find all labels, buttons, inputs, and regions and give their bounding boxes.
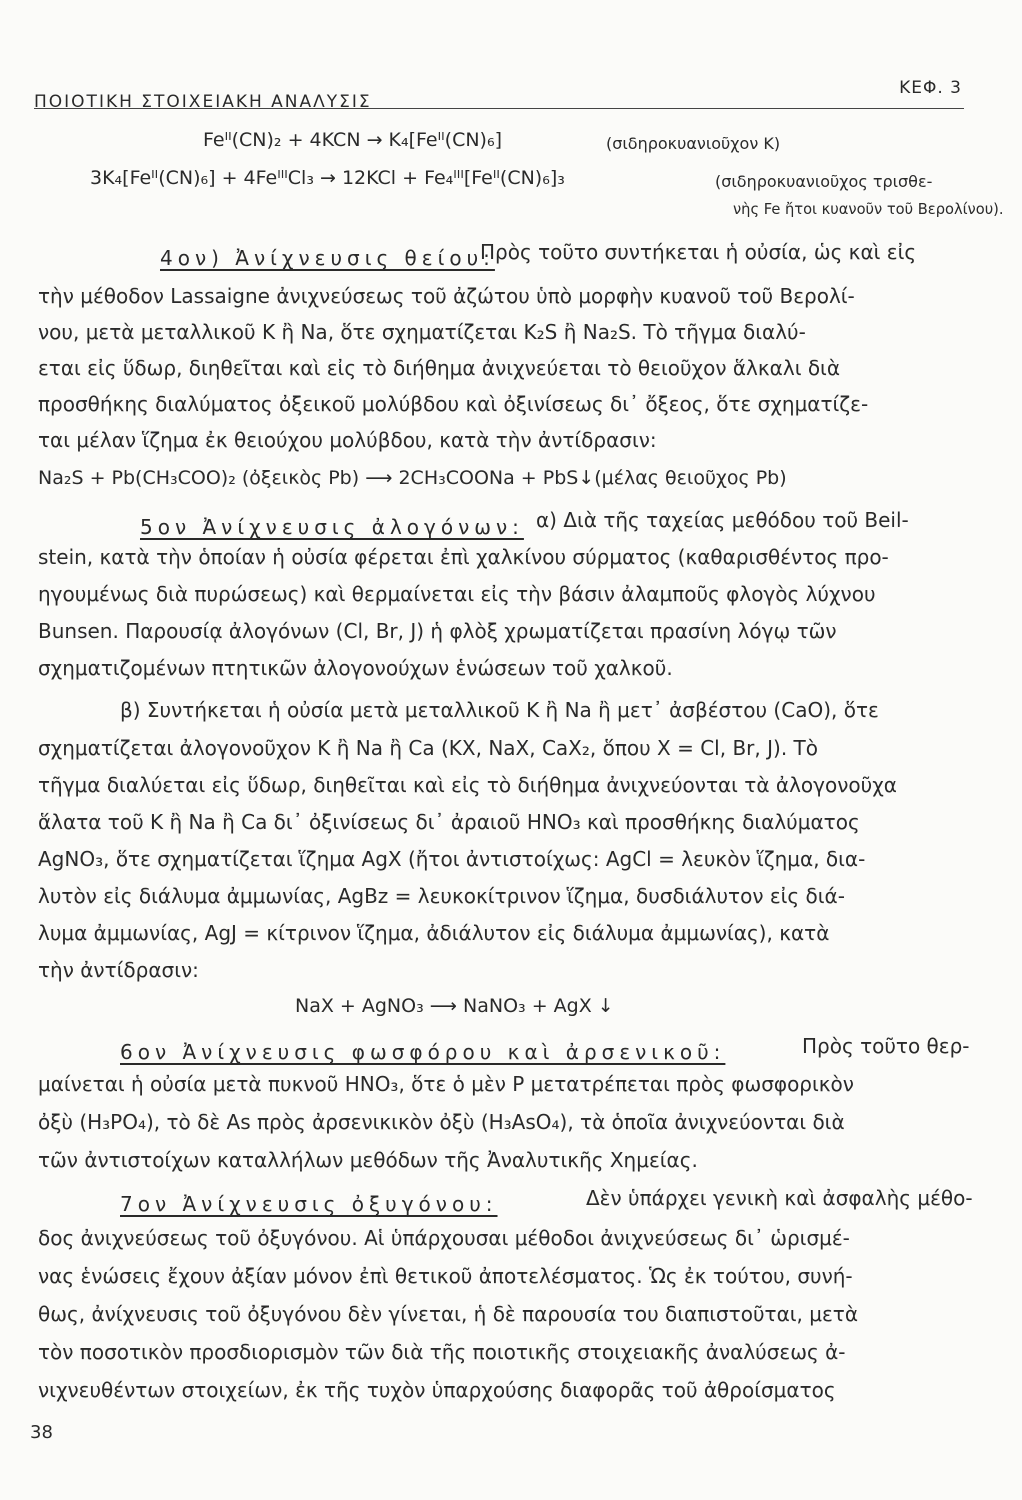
text-line: ται μέλαν ἵζημα ἐκ θειούχου μολύβδου, κατὰ τὴν ἀντίδρασιν: (38, 428, 657, 452)
text-line: νας ἑνώσεις ἔχουν ἀξίαν μόνον ἐπὶ θετικοῦ ἀποτελέσματος. Ὡς ἐκ τούτου, συνή- (38, 1264, 853, 1288)
text-line: τὴν μέθοδον Lassaigne ἀνιχνεύσεως τοῦ ἀζώτου ὑπὸ μορφὴν κυανοῦ τοῦ Βερολί- (38, 284, 855, 308)
text-line: νου, μετὰ μεταλλικοῦ K ἢ Na, ὅτε σχηματίζεται K₂S ἢ Na₂S. Τὸ τῆγμα διαλύ- (38, 320, 806, 344)
text-line: AgNO₃, ὅτε σχηματίζεται ἵζημα AgX (ἤτοι ἀντιστοίχως: AgCl = λευκὸν ἵζημα, δια- (38, 847, 866, 871)
header-rule (34, 108, 964, 109)
text-line: ηγουμένως διὰ πυρώσεως) καὶ θερμαίνεται εἰς τὴν βάσιν ἀλαμποῦς φλογὸς λύχνου (38, 582, 876, 606)
equation-4: NaX + AgNO₃ ⟶ NaNO₃ + AgX ↓ (295, 995, 614, 1017)
text-line: Πρὸς τοῦτο θερ- (802, 1034, 970, 1058)
text-line: α) Διὰ τῆς ταχείας μεθόδου τοῦ Beil- (536, 508, 909, 532)
text-line: Bunsen. Παρουσίᾳ ἀλογόνων (Cl, Br, J) ἡ φλὸξ χρωματίζεται πρασίνη λόγῳ τῶν (38, 619, 837, 643)
text-line: τῆγμα διαλύεται εἰς ὕδωρ, διηθεῖται καὶ εἰς τὸ διήθημα ἀνιχνεύονται τὰ ἀλογονοῦχα (38, 773, 897, 797)
section-5-title: 5ον Ἀνίχνευσις ἀλογόνων: (140, 515, 524, 539)
text-line: σχηματίζεται ἀλογονοῦχον K ἢ Na ἢ Ca (KX, NaX, CaX₂, ὅπου X = Cl, Br, J). Τὸ (38, 736, 818, 760)
equation-1: Feᴵᴵ(CN)₂ + 4KCN → K₄[Feᴵᴵ(CN)₆] (203, 129, 502, 151)
text-line: λυτὸν εἰς διάλυμα ἀμμωνίας, AgBz = λευκοκίτρινον ἵζημα, δυσδιάλυτον εἰς διά- (38, 884, 845, 908)
equation-1-note: (σιδηροκυανιοῦχον K) (606, 134, 781, 153)
equation-3: Na₂S + Pb(CH₃COO)₂ (ὀξεικὸς Pb) ⟶ 2CH₃COONa + PbS↓(μέλας θειοῦχος Pb) (38, 467, 787, 489)
text-line: εται εἰς ὕδωρ, διηθεῖται καὶ εἰς τὸ διήθημα ἀνιχνεύεται τὸ θειοῦχον ἅλκαλι διὰ (38, 356, 841, 380)
chapter-label: ΚΕΦ. 3 (899, 78, 962, 98)
text-line: μαίνεται ἡ οὐσία μετὰ πυκνοῦ HNO₃, ὅτε ὁ μὲν P μετατρέπεται πρὸς φωσφορικὸν (38, 1072, 854, 1096)
text-line: θως, ἀνίχνευσις τοῦ ὀξυγόνου δὲν γίνεται, ἡ δὲ παρουσία του διαπιστοῦται, μετὰ (38, 1302, 858, 1326)
equation-2-note-cont: νὴς Fe ἤτοι κυανοῦν τοῦ Βερολίνου). (733, 201, 1004, 218)
text-line: Δὲν ὑπάρχει γενικὴ καὶ ἀσφαλὴς μέθο- (586, 1186, 973, 1210)
text-line: ἅλατα τοῦ K ἢ Na ἢ Ca δι᾽ ὀξινίσεως δι᾽ ἀραιοῦ HNO₃ καὶ προσθήκης διαλύματος (38, 810, 860, 834)
text-line: β) Συντήκεται ἡ οὐσία μετὰ μεταλλικοῦ K ἢ Na ἢ μετ᾽ ἀσβέστου (CaO), ὅτε (120, 698, 879, 722)
text-line: Πρὸς τοῦτο συντήκεται ἡ οὐσία, ὡς καὶ εἰς (480, 240, 917, 264)
text-line: stein, κατὰ τὴν ὁποίαν ἡ οὐσία φέρεται ἐπὶ χαλκίνου σύρματος (καθαρισθέντος προ- (38, 545, 889, 569)
section-4-title: 4ον) Ἀνίχνευσις θείου: (160, 246, 495, 270)
text-line: τὴν ἀντίδρασιν: (38, 958, 199, 982)
text-line: ὀξὺ (H₃PO₄), τὸ δὲ As πρὸς ἀρσενικικὸν ὀξὺ (H₃AsO₄), τὰ ὁποῖα ἀνιχνεύονται διὰ (38, 1110, 845, 1134)
text-line: τῶν ἀντιστοίχων καταλλήλων μεθόδων τῆς Ἀναλυτικῆς Χημείας. (38, 1148, 698, 1172)
text-line: τὸν ποσοτικὸν προσδιορισμὸν τῶν διὰ τῆς ποιοτικῆς στοιχειακῆς ἀναλύσεως ἀ- (38, 1340, 846, 1364)
text-line: σχηματιζομένων πτητικῶν ἀλογονούχων ἑνώσεων τοῦ χαλκοῦ. (38, 656, 673, 680)
section-7-title: 7ον Ἀνίχνευσις ὀξυγόνου: (120, 1192, 498, 1216)
equation-2: 3K₄[Feᴵᴵ(CN)₆] + 4FeᴵᴵᴵCl₃ → 12KCl + Fe₄ᴵᴵᴵ[Feᴵᴵ(CN)₆]₃ (90, 167, 565, 189)
text-line: δος ἀνιχνεύσεως τοῦ ὀξυγόνου. Αἱ ὑπάρχουσαι μέθοδοι ἀνιχνεύσεως δι᾽ ὡρισμέ- (38, 1226, 850, 1250)
text-line: νιχνευθέντων στοιχείων, ἐκ τῆς τυχὸν ὑπαρχούσης διαφορᾶς τοῦ ἀθροίσματος (38, 1378, 836, 1402)
equation-2-note: (σιδηροκυανιοῦχος τρισθε- (715, 172, 933, 191)
text-line: λυμα ἀμμωνίας, AgJ = κίτρινον ἵζημα, ἀδιάλυτον εἰς διάλυμα ἀμμωνίας), κατὰ (38, 921, 830, 945)
text-line: προσθήκης διαλύματος ὀξεικοῦ μολύβδου καὶ ὀξινίσεως δι᾽ ὄξεος, ὅτε σχηματίζε- (38, 392, 869, 416)
running-header-title: ΠΟΙΟΤΙΚΗ ΣΤΟΙΧΕΙΑΚΗ ΑΝΑΛΥΣΙΣ (34, 92, 372, 112)
page-number: 38 (30, 1422, 53, 1443)
section-6-title: 6ον Ἀνίχνευσις φωσφόρου καὶ ἀρσενικοῦ: (120, 1040, 726, 1064)
